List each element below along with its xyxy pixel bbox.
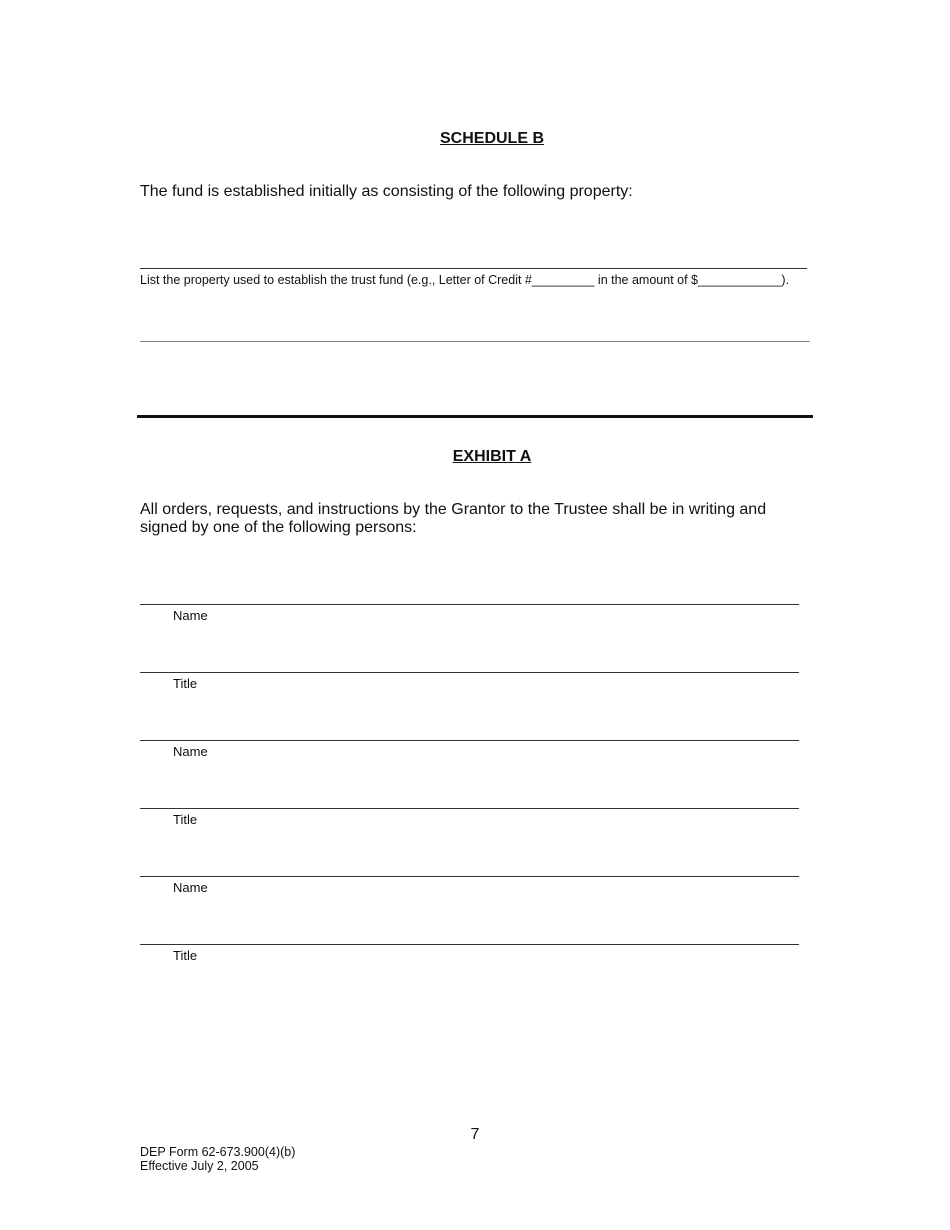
property-entry-line[interactable] <box>140 268 807 269</box>
title-label-3: Title <box>173 948 198 963</box>
property-entry-line-2[interactable] <box>140 341 810 342</box>
property-instruction: List the property used to establish the trust fund (e.g., Letter of Credit #_________ in the amount of $____________). <box>140 273 790 287</box>
name-entry-line-3[interactable] <box>140 876 799 877</box>
schedule-b-title: SCHEDULE B <box>439 130 544 147</box>
title-entry-line-3[interactable] <box>140 944 799 945</box>
page-number: 7 <box>470 1126 480 1143</box>
name-entry-line-1[interactable] <box>140 604 799 605</box>
title-label-2: Title <box>173 812 198 827</box>
name-entry-line-2[interactable] <box>140 740 799 741</box>
name-label-1: Name <box>173 608 208 623</box>
schedule-b-intro: The fund is established initially as consisting of the following property: <box>140 183 633 200</box>
name-label-3: Name <box>173 880 208 895</box>
name-label-2: Name <box>173 744 208 759</box>
exhibit-a-intro: All orders, requests, and instructions by the Grantor to the Trustee shall be in writing and signed by one of the following persons: <box>140 501 767 536</box>
form-id: DEP Form 62-673.900(4)(b) <box>140 1145 296 1159</box>
title-label-1: Title <box>173 676 198 691</box>
title-entry-line-2[interactable] <box>140 808 799 809</box>
exhibit-a-title: EXHIBIT A <box>452 448 532 465</box>
title-entry-line-1[interactable] <box>140 672 799 673</box>
section-divider <box>137 415 813 418</box>
effective-date: Effective July 2, 2005 <box>140 1159 259 1173</box>
